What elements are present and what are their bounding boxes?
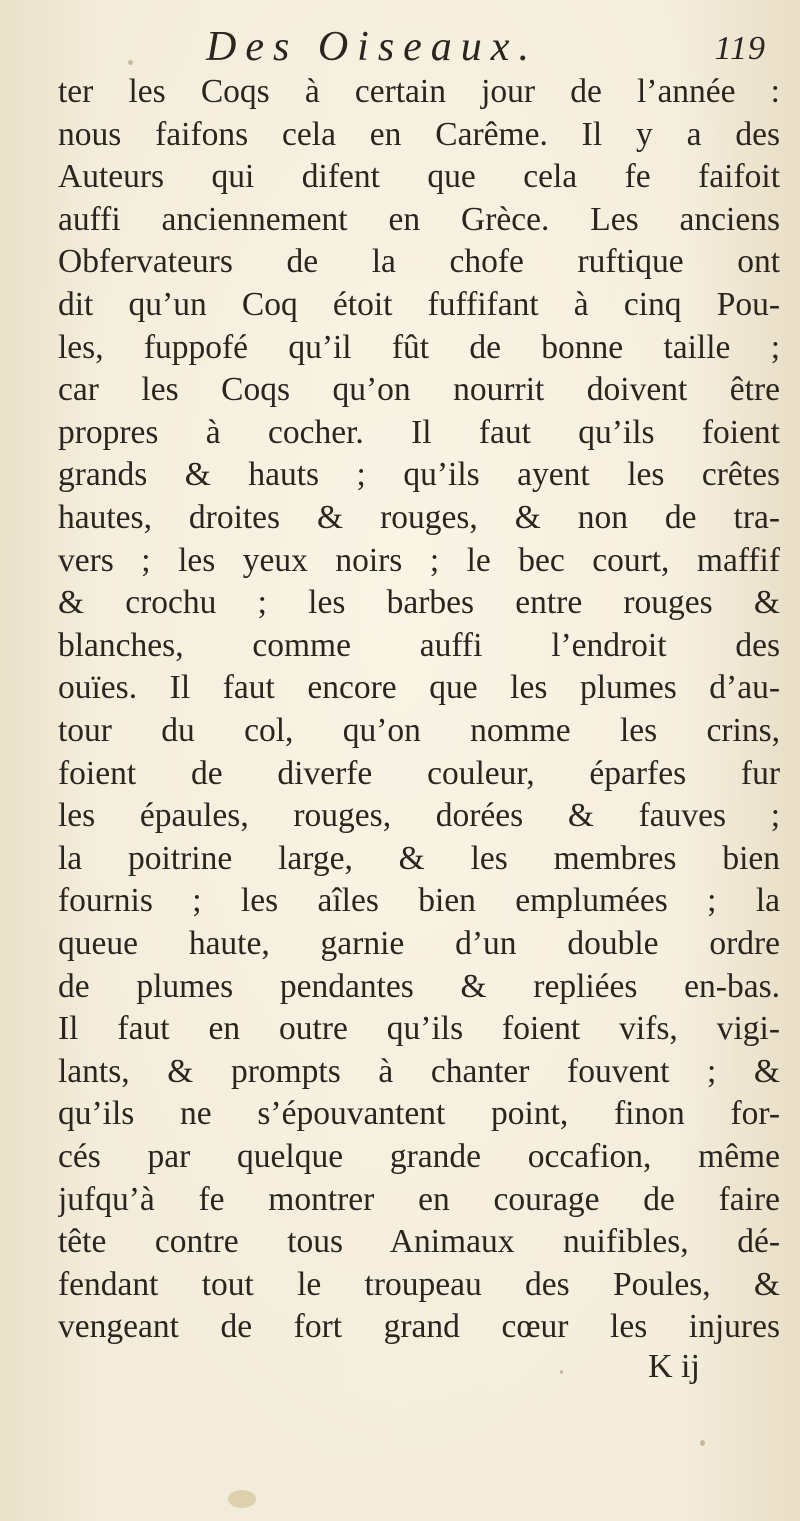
text-line: Auteurs qui difent que cela fe faifoit [58,158,780,196]
text-line: qu’ils ne s’épouvantent point, finon for- [58,1095,780,1133]
paper-speck [560,1370,563,1374]
text-line: de plumes pendantes & repliées en-bas. [58,967,780,1005]
text-line: grands & hauts ; qu’ils ayent les crêtes [58,456,780,494]
text-line: vers ; les yeux noirs ; le bec court, maffif [58,541,780,579]
page-header [206,22,766,72]
text-line: jufqu’à fe montrer en courage de faire [58,1180,780,1218]
text-line: foient de diverfe couleur, éparfes fur [58,754,780,792]
running-title [206,22,538,72]
text-line: Obfervateurs de la chofe ruftique ont [58,243,780,281]
text-line: les épaules, rouges, dorées & fauves ; [58,797,780,835]
running-title-text: Des Oiseaux. [206,24,538,70]
text-line: fendant tout le troupeau des Poules, & [58,1265,780,1303]
text-line: auffi anciennement en Grèce. Les anciens [58,200,780,238]
text-line: propres à cocher. Il faut qu’ils foient [58,413,780,451]
text-line: ter les Coqs à certain jour de l’année : [58,73,780,110]
text-line: tête contre tous Animaux nuifibles, dé- [58,1223,780,1261]
text-line: la poitrine large, & les membres bien [58,839,780,877]
text-line: lants, & prompts à chanter fouvent ; & [58,1052,780,1090]
text-line: & crochu ; les barbes entre rouges & [58,584,780,622]
page-number: 119 [714,30,766,67]
text-line: tour du col, qu’on nomme les crins, [58,712,780,749]
signature-mark: K ij [648,1348,700,1385]
text-line: fournis ; les aîles bien emplumées ; la [58,882,780,920]
text-line: hautes, droites & rouges, & non de tra- [58,499,780,536]
text-line: blanches, comme auffi l’endroit des [58,626,780,664]
text-line: cés par quelque grande occafion, même [58,1138,780,1175]
paper-speck [128,60,133,65]
text-line: nous faifons cela en Carême. Il y a des [58,115,780,153]
paper-speck [700,1440,705,1446]
text-line: les, fuppofé qu’il fût de bonne taille ; [58,328,780,366]
text-line: Il faut en outre qu’ils foient vifs, vigi- [58,1010,780,1048]
text-line: vengeant de fort grand cœur les injures [58,1308,780,1346]
paper-stain [228,1490,256,1508]
text-line: car les Coqs qu’on nourrit doivent être [58,371,780,409]
text-line: dit qu’un Coq étoit fuffifant à cinq Pou- [58,286,780,323]
text-line: ouïes. Il faut encore que les plumes d’au- [58,669,780,707]
text-line: queue haute, garnie d’un double ordre [58,925,780,962]
